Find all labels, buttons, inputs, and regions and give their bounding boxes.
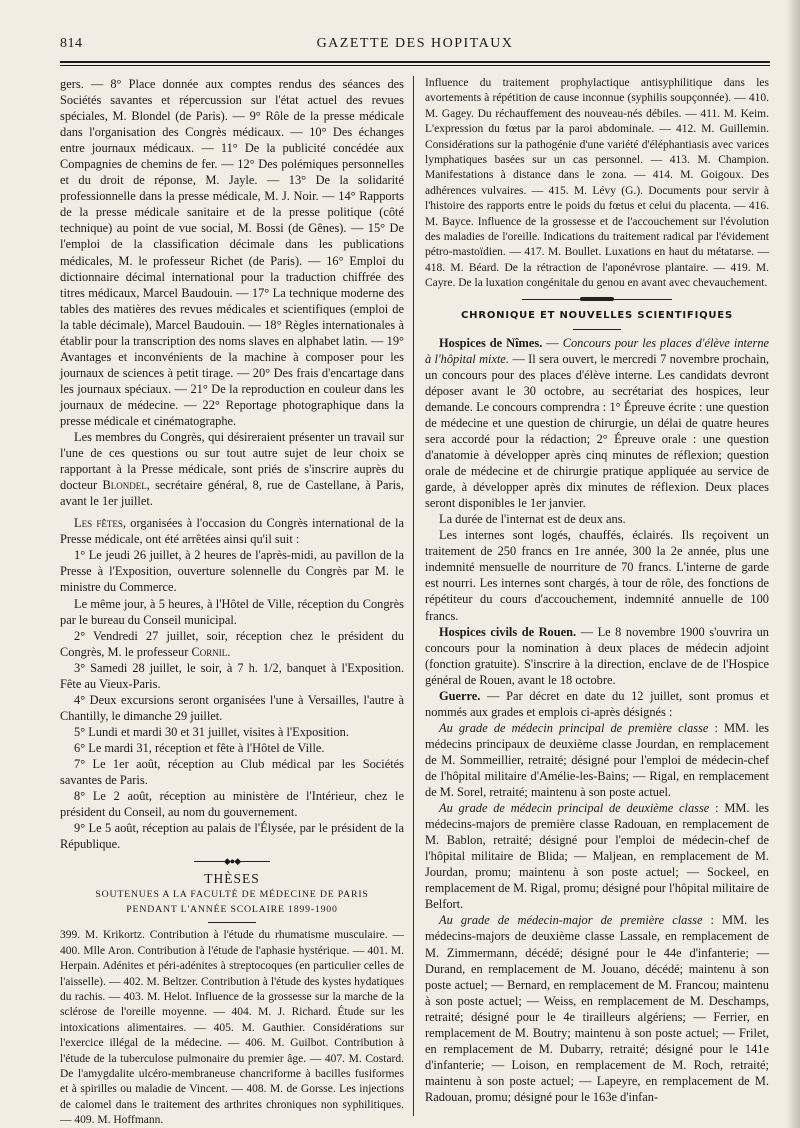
fete-item-5: 5° Lundi et mardi 30 et 31 juillet, visites à l'Exposition.	[74, 724, 349, 739]
chronique-rule	[573, 329, 621, 330]
theses-list: 399. M. Krikortz. Contribution à l'étude du rhumatisme musculaire. — 400. Mlle Aron. Contribution à l'étude de l'aphasie hystérique. — 401. M. Herpain. Adénites et péri-adénites à streptocoques (en particulier celles de l'aisselle). — 402. M. Beltzer. Contribution à l'étude des kystes hydatiques du rachis. — 403. M. Helot. Influence de la grossesse sur la marche de la sclérose de l'oreille moyenne. — 404. M. J. Richard. Étude sur les intoxications alimentaires. — 405. M. Gauthier. Considérations sur l'exercice illégal de la médecine. — 406. M. Guilbot. Contribution à l'étude de la tuberculose pulmonaire du premier âge. — 407. M. Costard. De l'amygdalite ulcéro-membraneuse chancriforme à bacilles fusiformes et à spirilles ou maladie de Vincent. — 408. M. de Gorsse. Les injections de calomel dans le traitement des arthrites chroniques non syphilitiques. — 409. M. Hoffmann.	[60, 929, 404, 1127]
running-title: GAZETTE DES HOPITAUX	[316, 36, 514, 51]
fetes-lead: Les fêtes	[74, 516, 123, 531]
fete-item-1: 1° Le jeudi 26 juillet, à 2 heures de l'après-midi, au pavillon de la Presse à l'Exposition, ouverture solennelle du Congrès par M. le ministre du Commerce.	[60, 548, 404, 595]
fete-item-1b: Le même jour, à 5 heures, à l'Hôtel de Ville, réception du Congrès par le bureau du Conseil municipal.	[60, 596, 404, 627]
right-column	[425, 76, 769, 1105]
left-column	[60, 76, 404, 1128]
secretary-name: Blondel	[102, 478, 147, 493]
theses-subtitle-1: SOUTENUES A LA FACULTÉ DE MÉDECINE DE PARIS	[95, 889, 369, 901]
fete-item-3: 3° Samedi 28 juillet, le soir, à 7 h. 1/2, banquet à l'Exposition. Fête au Vieux-Paris.	[60, 660, 404, 691]
congress-questions-paragraph: gers. — 8° Place donnée aux comptes rendus des séances des Sociétés savantes et répercussion sur l'état actuel des revues spéciales, M. Blondel (de Paris). — 9° Rôle de la presse médicale dans l'organisation des Congrès médicaux. — 10° Des échanges entre journaux médicaux. — 11° De la publicité concédée aux Compagnies de chemins de fer. — 12° Des polémiques personnelles et du droit de réponse, M. Jayle. — 13° De la solidarité professionnelle dans la presse médicale, M. J. Noir. — 14° Rapports de la presse médicale sanitaire et de la presse politique (côté technique) au point de vue social, M. Bossi (de Gênes). — 15° De l'emploi de la classification décimale dans les publications médicales, M. le professeur Richet (de Paris). — 16° Emploi du dictionnaire décimal international pour la traduction chiffrée des titres médicaux, Marcel Baudouin. — 17° La technique moderne des tables des matières des revues médicales et scientifiques (emploi de la table décimale), Marcel Baudouin. — 18° Règles internationales à établir pour la transcription des noms slaves en alphabet latin. — 19° Avantages et inconvénients de la machine à composer pour les journaux de sciences à petit tirage. — 20° Des frais d'encartage dans les journaux spéciaux. — 21° De la reproduction en couleur dans les journaux de médecine. — 22° Reportage photographique dans la presse médicale et cinématographe.	[60, 77, 404, 428]
section-ornament: ◆●◆	[60, 855, 404, 867]
column-divider	[413, 76, 414, 1116]
fetes-intro: Les fêtes, organisées à l'occasion du Congrès international de la Presse médicale, ont été arrêtées ainsi qu'il suit :	[60, 516, 404, 547]
theses-subtitle-2: PENDANT L'ANNÉE SCOLAIRE 1899-1900	[126, 904, 338, 916]
fete-item-9: 9° Le 5 août, réception au palais de l'Élysée, par le président de la République.	[60, 821, 404, 852]
fete-item-8: 8° Le 2 août, réception au ministère de l'Intérieur, chez le président du Conseil, au nom du gouvernement.	[60, 789, 404, 820]
page-edge-shadow	[786, 0, 800, 1128]
fete-item-7: 7° Le 1er août, réception au Club médical par les Sociétés savantes de Paris.	[60, 756, 404, 788]
page-number: 814	[60, 36, 83, 51]
guerre-grade-1: Au grade de médecin principal de première classe : MM. les médecins principaux de deuxième classe Jourdan, en remplacement de M. Sommeillier, retraité; désigné pour l'emploi de médecin-chef de l'hôpital militaire d'Amélie-les-Bains; — Rigal, en remplacement de M. Sorel, retraité; maintenu à son poste actuel.	[425, 720, 769, 800]
theses-list-continued: Influence du traitement prophylactique antisyphilitique dans les avortements à répétition de cause inconnue (syphilis soupçonnée). — 410. M. Gagey. Du réchauffement des nouveau-nés débiles. — 411. M. Keim. L'expression du fœtus par la paroi abdominale. — 412. M. Guillemin. Considérations sur la pathogénie d'une variété d'éléphantiasis avec varices lymphatiques basées sur un cas personnel. — 413. M. Champion. Manifestations à distance dans le zona. — 414. M. Goigoux. Des adhérences vulvaires. — 415. M. Lévy (G.). Documents pour servir à l'histoire des rapports entre le poids du fœtus et celui du placenta. — 416. M. Bayce. Influence de la grossesse et de l'accouchement sur l'évolution des maladies de l'oreille. Indications du traitement radical par l'évidement pétro-mastoïdien. — 417. M. Boullet. Luxations en haut du métatarse. — 418. M. Béard. De la rétraction de l'aponévrose plantaire. — 419. M. Cayre. De la luxation congénitale du genou en avant avec chevauchement.	[425, 77, 769, 290]
theses-title: THÈSES	[204, 871, 260, 887]
page-header	[60, 36, 770, 58]
guerre-heading: Guerre.	[439, 688, 481, 703]
guerre-paragraph: Guerre. — Par décret en date du 12 juillet, sont promus et nommés aux grades et emplois ci-après désignés :	[425, 688, 769, 719]
theses-rule	[208, 922, 256, 923]
nimes-heading: Hospices de Nîmes.	[439, 335, 543, 350]
fete-item-4: 4° Deux excursions seront organisées l'une à Versailles, l'autre à Chantilly, le dimanche 29 juillet.	[60, 692, 404, 723]
guerre-grade-2: Au grade de médecin principal de deuxième classe : MM. les médecins-majors de première classe Radouan, en remplacement de M. Bablon, retraité; désigné pour l'emploi de médecin-chef de l'hôpital militaire de Blida; — Maljean, en remplacement de M. Jourdan, promu; maintenu à son poste actuel; — Sockeel, en remplacement de M. Rigal, promu; désigné pour l'hôpital militaire de Belfort.	[425, 801, 769, 912]
rouen-paragraph: Hospices civils de Rouen. — Le 8 novembre 1900 s'ouvrira un concours pour la nomination à deux places de médecin adjoint (fonction gratuite). S'inscrire à la direction, enclave de de l'Hospice général de Rouen, avant le 18 octobre.	[425, 624, 769, 687]
guerre-grade-3: Au grade de médecin-major de première classe : MM. les médecins-majors de deuxième classe Lassale, en remplacement de M. Zimmermann, décédé; désigné pour le 44e d'infanterie; — Durand, en remplacement de M. Jouano, décédé; maintenu à son poste actuel; — Bernard, en remplacement de M. Francou; maintenu à son poste actuel; — Weiss, en remplacement de M. Deschamps, retraité; désigné pour le 4e tirailleurs algériens; — Ferrier, en remplacement de M. Boutry; maintenu à son poste actuel; — Frilet, en remplacement de M. Dubarry, retraité; désigné pour le 141e d'infanterie; — Loison, en remplacement de M. Roch, retraité; maintenu à son poste actuel; — Lapeyre, en remplacement de M. Radouan, promu; désigné pour le 163e d'infan-	[425, 913, 770, 1104]
section-rule	[522, 299, 672, 300]
nimes-paragraph: Hospices de Nîmes. — Concours pour les places d'élève interne à l'hôpital mixte. — Il sera ouvert, le mercredi 7 novembre prochain, un concours pour des places d'élève interne. Les candidats devront déposer avant le 30 octobre, au secrétariat des hospices, leur demande. Le concours comprendra : 1° Épreuve écrite : une question de médecine et une question de chirurgie, un délai de quatre heures sera accordé pour la rédaction; 2° Épreuve orale : une question d'anatomie à développer après cinq minutes de réflexion; question orale de médecine et de chirurgie pratique appliquée au service de garde, à développer après dix minutes de réflexion. Deux places seront disponibles le 1er janvier.	[425, 335, 770, 511]
rouen-heading: Hospices civils de Rouen.	[439, 624, 577, 639]
congress-members-paragraph: Les membres du Congrès, qui désireraient présenter un travail sur l'une de ces questions ou sur tout autre sujet de leur choix se rapportant à la Presse médicale, sont priés de s'inscrire auprès du docteur Blondel, secrétaire général, 8, rue de Castellane, à Paris, avant le 1er juillet.	[60, 430, 404, 509]
fete-item-2: 2° Vendredi 27 juillet, soir, réception chez le président du Congrès, M. le professeur Cornil.	[60, 628, 404, 659]
header-rule	[60, 61, 770, 66]
fete-item-6: 6° Le mardi 31, réception et fête à l'Hôtel de Ville.	[74, 740, 325, 755]
nimes-duration: La durée de l'internat est de deux ans.	[439, 512, 626, 527]
chronique-title: CHRONIQUE ET NOUVELLES SCIENTIFIQUES	[461, 309, 733, 321]
nimes-internes: Les internes sont logés, chauffés, éclairés. Ils reçoivent un traitement de 250 francs en 1re année, 300 la 2e année, plus une indemnité mensuelle de nourriture de 70 francs. L'interne de garde est nourri. Les internes sont chargés, à tour de rôle, des fonctions de répétiteur du cours d'accouchement, indemnité annuelle de 100 francs.	[425, 528, 769, 623]
